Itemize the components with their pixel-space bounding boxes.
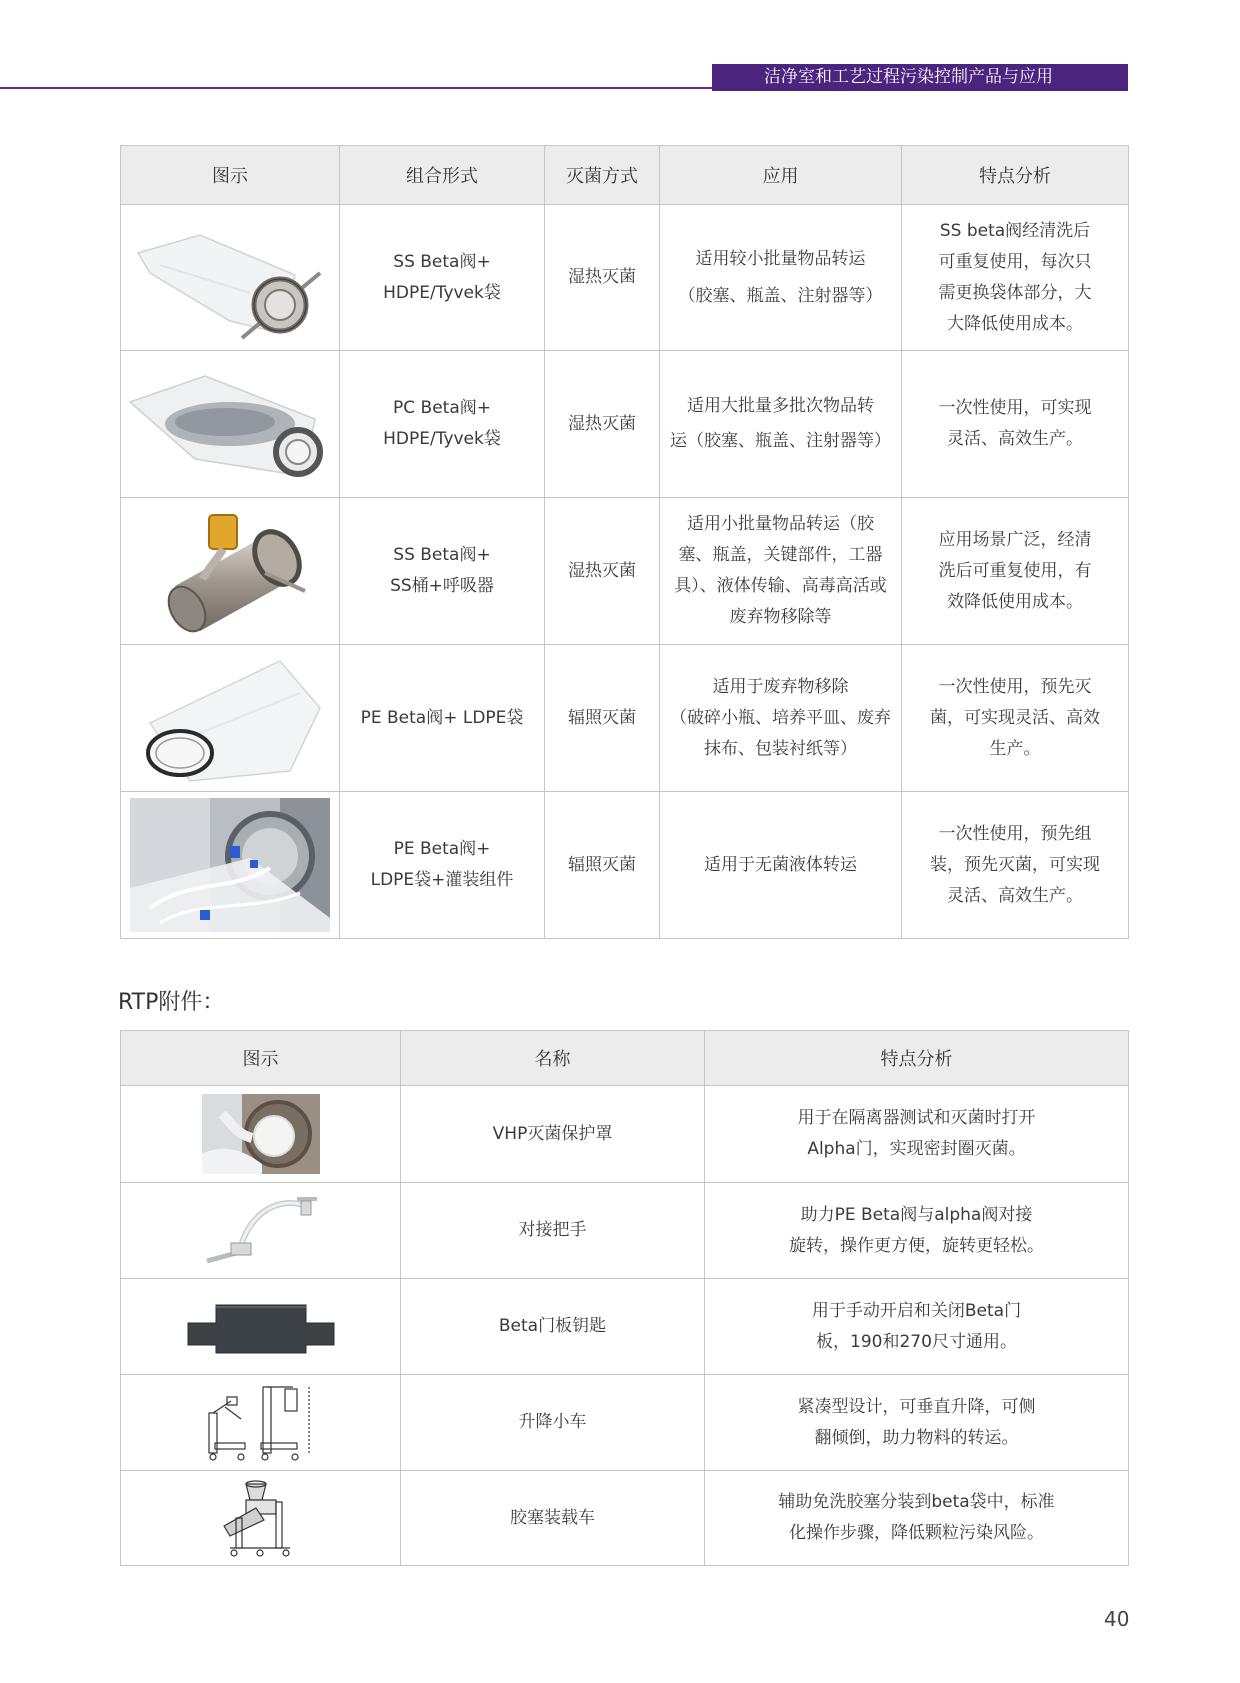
col-header: 特点分析 (705, 1031, 1129, 1086)
ss-beta-bag-photo (121, 205, 340, 351)
rtp-accessories-table (120, 1030, 1129, 1566)
col-header: 组合形式 (340, 146, 545, 205)
table-row (121, 351, 1129, 498)
col-header: 图示 (121, 1031, 401, 1086)
application-cell: 适用较小批量物品转运 （胶塞、瓶盖、注射器等） (660, 205, 902, 351)
table-row (121, 792, 1129, 939)
name-cell: Beta门板钥匙 (401, 1279, 705, 1375)
application-cell: 适用小批量物品转运（胶 塞、瓶盖，关键部件，工器 具）、液体传输、高毒高活或 废弃物移除等 (660, 498, 902, 645)
sterilization-cell: 辐照灭菌 (545, 645, 660, 792)
col-header: 特点分析 (902, 146, 1129, 205)
pc-beta-bag-photo (121, 351, 340, 498)
table-row (121, 205, 1129, 351)
feature-cell: 辅助免洗胶塞分装到beta袋中，标准 化操作步骤，降低颗粒污染风险。 (705, 1471, 1129, 1566)
col-header: 名称 (401, 1031, 705, 1086)
feature-cell: 用于手动开启和关闭Beta门 板，190和270尺寸通用。 (705, 1279, 1129, 1375)
combo-cell: PC Beta阀+ HDPE/Tyvek袋 (340, 351, 545, 498)
sterilization-cell: 湿热灭菌 (545, 351, 660, 498)
col-header: 图示 (121, 146, 340, 205)
pe-beta-filling-photo (121, 792, 340, 939)
table-row (121, 1086, 1129, 1183)
feature-cell: 应用场景广泛，经清 洗后可重复使用，有 效降低使用成本。 (902, 498, 1129, 645)
combo-cell: PE Beta阀+ LDPE袋 (340, 645, 545, 792)
page-number: 40 (1104, 1607, 1130, 1631)
application-cell: 适用大批量多批次物品转 运（胶塞、瓶盖、注射器等） (660, 351, 902, 498)
name-cell: VHP灭菌保护罩 (401, 1086, 705, 1183)
col-header: 灭菌方式 (545, 146, 660, 205)
beta-door-key-photo (121, 1279, 401, 1375)
stopper-loading-cart-drawing (121, 1471, 401, 1566)
table-row (121, 645, 1129, 792)
lift-cart-drawing (121, 1375, 401, 1471)
table-header-row (121, 1031, 1129, 1086)
application-cell: 适用于无菌液体转运 (660, 792, 902, 939)
vhp-cover-photo (121, 1086, 401, 1183)
pe-beta-ldpe-bag-photo (121, 645, 340, 792)
sterilization-cell: 湿热灭菌 (545, 205, 660, 351)
rtp-section-title: RTP附件： (118, 990, 225, 1015)
feature-cell: 一次性使用，可实现 灵活、高效生产。 (902, 351, 1129, 498)
beta-combination-table (120, 145, 1129, 939)
application-cell: 适用于废弃物移除 （破碎小瓶、培养平皿、废弃 抹布、包装衬纸等） (660, 645, 902, 792)
sterilization-cell: 辐照灭菌 (545, 792, 660, 939)
table-row (121, 1279, 1129, 1375)
combo-cell: SS Beta阀+ HDPE/Tyvek袋 (340, 205, 545, 351)
feature-cell: 助力PE Beta阀与alpha阀对接 旋转，操作更方便，旋转更轻松。 (705, 1183, 1129, 1279)
sterilization-cell: 湿热灭菌 (545, 498, 660, 645)
table-row (121, 1471, 1129, 1566)
header-rule (0, 87, 712, 89)
feature-cell: 一次性使用，预先组 装，预先灭菌，可实现 灵活、高效生产。 (902, 792, 1129, 939)
header-banner: 洁净室和工艺过程污染控制产品与应用 (712, 64, 1128, 91)
table-header-row (121, 146, 1129, 205)
table-row (121, 498, 1129, 645)
docking-handle-photo (121, 1183, 401, 1279)
combo-cell: SS Beta阀+ SS桶+呼吸器 (340, 498, 545, 645)
feature-cell: 用于在隔离器测试和灭菌时打开 Alpha门，实现密封圈灭菌。 (705, 1086, 1129, 1183)
col-header: 应用 (660, 146, 902, 205)
feature-cell: SS beta阀经清洗后 可重复使用，每次只 需更换袋体部分，大 大降低使用成本。 (902, 205, 1129, 351)
feature-cell: 一次性使用，预先灭 菌，可实现灵活、高效 生产。 (902, 645, 1129, 792)
feature-cell: 紧凑型设计，可垂直升降，可侧 翻倾倒，助力物料的转运。 (705, 1375, 1129, 1471)
table-row (121, 1375, 1129, 1471)
name-cell: 对接把手 (401, 1183, 705, 1279)
name-cell: 升降小车 (401, 1375, 705, 1471)
name-cell: 胶塞装载车 (401, 1471, 705, 1566)
ss-bucket-photo (121, 498, 340, 645)
combo-cell: PE Beta阀+ LDPE袋+灌装组件 (340, 792, 545, 939)
table-row (121, 1183, 1129, 1279)
